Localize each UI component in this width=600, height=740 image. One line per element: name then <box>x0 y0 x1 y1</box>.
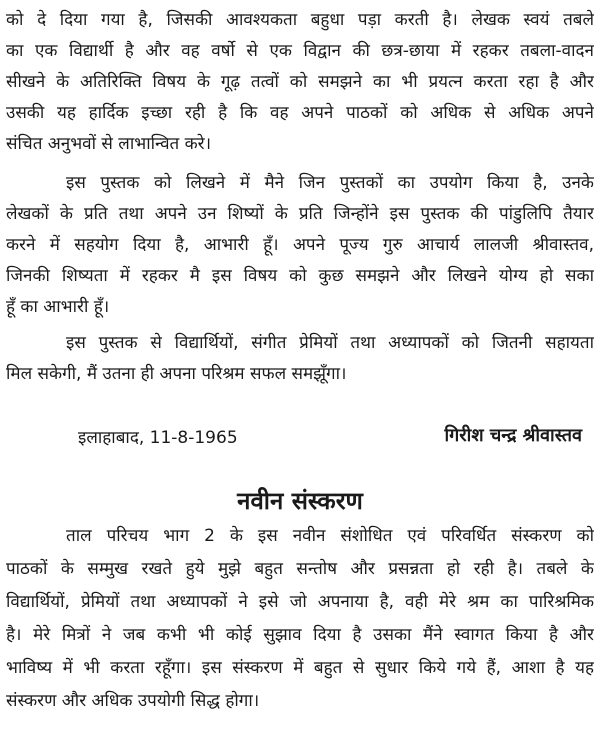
paragraph-1-line-4: उसकी यह हार्दिक इच्छा रही है कि वह अपने पाठकों को अधिक से अधिक अपने <box>6 103 594 123</box>
paragraph-2-line-4: जिनकी शिष्यता में रहकर मै इस विषय को कुछ समझने और लिखने योग्य हो सका <box>6 266 594 286</box>
paragraph-1-line-1: को दे दिया गया है, जिसकी आवश्यकता बहुधा पड़ा करती है। लेखक स्वयं तबले <box>6 10 594 30</box>
paragraph-2-line-3: करने में सहयोग दिया है, आभारी हूँ। अपने पूज्य गुरु आचार्य लालजी श्रीवास्तव, <box>6 235 594 255</box>
paragraph-1-line-3: सीखने के अतिरिक्ति विषय के गूढ़ तत्वों को समझने का भी प्रयत्न करता रहा है और <box>6 72 594 92</box>
paragraph-1-line-2: का एक विद्यार्थी है और वह वर्षो से एक विद्वान की छत्र-छाया में रहकर तबला-वादन <box>6 41 594 61</box>
paragraph-3-line-1: इस पुस्तक से विद्यार्थियों, संगीत प्रेमियों तथा अध्यापकों को जितनी सहायता <box>66 333 594 353</box>
section-heading: नवीन संस्करण <box>237 487 363 515</box>
place-date: इलाहाबाद, 11-8-1965 <box>78 428 238 448</box>
paragraph-1-line-5: संचित अनुभवों से लाभान्वित करे। <box>6 134 212 154</box>
author-signature: गिरीश चन्द्र श्रीवास्तव <box>444 425 582 446</box>
paragraph-2-line-1: इस पुस्तक को लिखने में मैने जिन पुस्तकों का उपयोग किया है, उनके <box>66 173 594 193</box>
new-edition-line-3: विद्यार्थियों, प्रेमियों तथा अध्यापकों ने इसे जो अपनाया है, वही मेरे श्रम का पारिश्रमिक <box>6 592 594 612</box>
new-edition-line-5: भाविष्य में भी करता रहूँगा। इस संस्करण में बहुत से सुधार किये गये हैं, आशा है यह <box>6 658 594 678</box>
new-edition-line-4: है। मेरे मित्रों ने जब कभी भी कोई सुझाव दिया है उसका मैंने स्वागत किया है और <box>6 625 594 645</box>
new-edition-line-1: ताल परिचय भाग 2 के इस नवीन संशोधित एवं परिवर्धित संस्करण को <box>66 526 594 546</box>
new-edition-line-2: पाठकों के सम्मुख रखते हुये मुझे बहुत सन्तोष और प्रसन्नता हो रही है। तबले के <box>6 559 594 579</box>
paragraph-3-line-2: मिल सकेगी, मैं उतना ही अपना परिश्रम सफल समझूँगा। <box>6 364 347 384</box>
paragraph-2-line-2: लेखकों के प्रति तथा अपने उन शिष्यों के प्रति जिन्होंने इस पुस्तक की पांडुलिपि तैयार <box>6 204 594 224</box>
new-edition-line-6: संस्करण और अधिक उपयोगी सिद्ध होगा। <box>6 691 260 711</box>
paragraph-2-line-5: हूँ का आभारी हूँ। <box>6 297 110 317</box>
